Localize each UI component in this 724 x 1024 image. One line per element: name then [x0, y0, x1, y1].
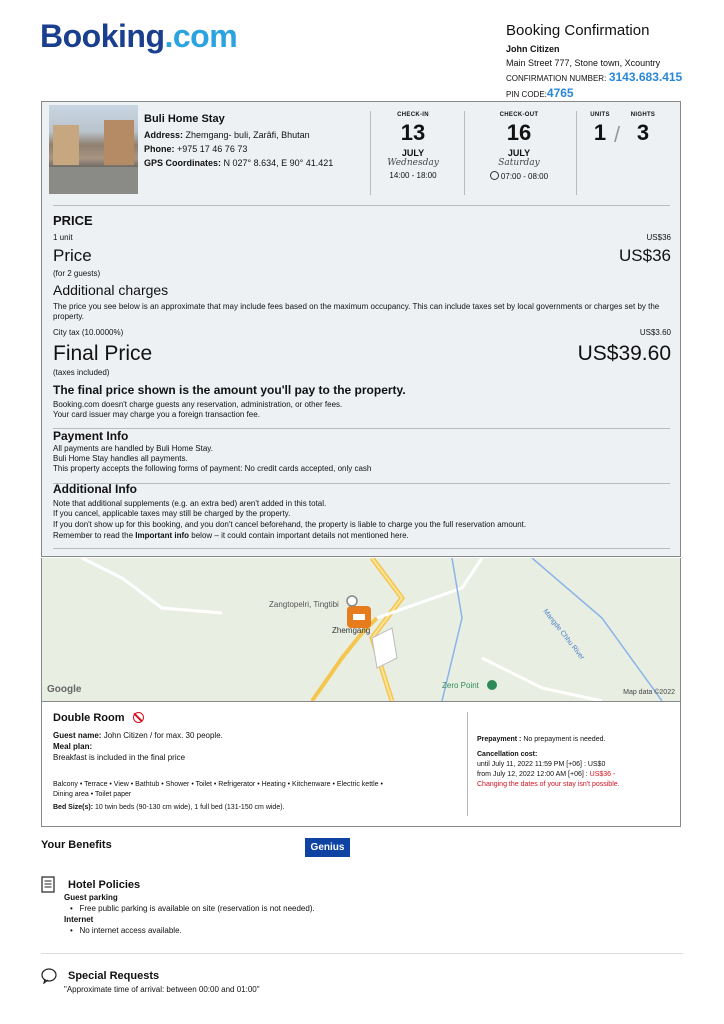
internet-label: Internet: [64, 915, 94, 924]
cancellation-line-text: from July 12, 2022 12:00 AM [+06] :: [477, 771, 590, 778]
checkin-time: 14:00 - 18:00: [389, 171, 437, 180]
price-value: US$36: [619, 246, 671, 265]
clock-icon: [490, 171, 499, 180]
payment-line: Buli Home Stay handles all payments.: [53, 454, 188, 463]
page-title: Booking Confirmation: [506, 22, 650, 39]
special-requests-title: Special Requests: [68, 970, 160, 982]
map-label-zhemgang: Zhemgang: [332, 626, 371, 635]
guest-name-row: [53, 731, 223, 741]
final-price-label: Final Price: [53, 342, 153, 365]
pin-code: 4765: [546, 86, 574, 100]
units-label: UNITS: [590, 112, 610, 118]
city-tax-label: City tax (10.0000%): [53, 328, 124, 337]
prepayment-label: Prepayment :: [477, 736, 522, 743]
divider: [53, 483, 670, 484]
checkout-label: CHECK-OUT: [499, 112, 539, 118]
important-info-link[interactable]: Important info: [135, 531, 190, 540]
meal-plan-label: [53, 742, 92, 752]
payment-info-title: Payment Info: [53, 429, 129, 443]
divider: [576, 111, 577, 195]
important-info-post: below – it could contain important details not mentioned here.: [189, 531, 409, 540]
gps-label: GPS Coordinates:: [144, 158, 222, 168]
checkout-weekday: Saturday: [498, 158, 540, 168]
location-map[interactable]: [41, 558, 681, 701]
units-nights-separator: /: [614, 122, 621, 147]
divider: [41, 953, 683, 954]
hotel-address: Zhemgang- buli, Zarâfi, Bhutan: [185, 130, 310, 140]
hotel-phone[interactable]: +975 17 46 76 73: [177, 144, 248, 154]
important-info-pre: Remember to read the: [53, 531, 136, 540]
bed-size-value: 10 twin beds (90-130 cm wide), 1 full bed (131-150 cm wide).: [95, 804, 285, 811]
address-label: Address:: [144, 130, 184, 140]
speech-bubble-icon: [41, 968, 57, 984]
additional-info-line: If you cancel, applicable taxes may still be charged by the property.: [53, 509, 291, 518]
guest-address: Main Street 777, Stone town, Xcountry: [506, 58, 661, 68]
additional-charges-text: The price you see below is an approximate that may include fees based on the maximum occupancy. This can include taxes set by local governments or charges set by the property.: [53, 302, 660, 321]
additional-info-title: Additional Info: [53, 482, 137, 496]
google-logo: Google: [47, 684, 82, 695]
final-price-value: US$39.60: [577, 342, 671, 365]
document-icon: [41, 876, 56, 893]
final-price-note-title: The final price shown is the amount you'll pay to the property.: [53, 383, 406, 397]
genius-badge: Genius: [305, 838, 350, 857]
internet-item: • No internet access available.: [70, 926, 182, 935]
divider: [53, 205, 670, 206]
checkout-day: 16: [506, 120, 532, 145]
hotel-photo: [49, 105, 138, 194]
taxes-included: (taxes included): [53, 368, 110, 377]
payment-line: All payments are handled by Buli Home Stay.: [53, 444, 213, 453]
checkout-time-row: [481, 171, 557, 181]
special-requests-text: "Approximate time of arrival: between 00:00 and 01:00": [64, 985, 260, 994]
parking-item: • Free public parking is available on site (reservation is not needed).: [70, 904, 315, 913]
divider: [464, 111, 465, 195]
guest-name-label: Guest name:: [53, 731, 102, 740]
checkin-month: JULY: [401, 148, 425, 158]
guest-name-value: John Citizen / for max. 30 people.: [103, 731, 223, 740]
cancellation-line: until July 11, 2022 11:59 PM [+06] : US$0: [477, 761, 606, 768]
nights-block: [628, 112, 658, 146]
meal-plan-value: Breakfast is included in the final price: [53, 753, 186, 762]
hotel-name: Buli Home Stay: [144, 113, 225, 125]
meal-plan-label-text: Meal plan:: [53, 742, 93, 751]
checkin-block: [375, 112, 451, 180]
date-change-warning: Changing the dates of your stay isn't possible.: [477, 781, 620, 788]
cancellation-label: Cancellation cost:: [477, 751, 538, 758]
pin-label: PIN CODE:: [506, 90, 547, 99]
prepayment-value: No prepayment is needed.: [523, 736, 606, 743]
guest-count: (for 2 guests): [53, 269, 101, 278]
payment-line: This property accepts the following forms of payment: No credit cards accepted, only cash: [53, 464, 372, 473]
divider: [53, 428, 670, 429]
divider: [370, 111, 371, 195]
final-price-note-2: Your card issuer may charge you a foreign transaction fee.: [53, 410, 260, 419]
map-label-river: Mangde Chhu River: [541, 608, 586, 662]
additional-info-line: [53, 531, 409, 541]
internet-item-text: No internet access available.: [79, 926, 182, 935]
units-block: [585, 112, 615, 146]
confirmation-number: 3143.683.415: [608, 70, 683, 84]
guest-name: John Citizen: [506, 44, 560, 54]
phone-label: Phone:: [144, 144, 175, 154]
hotel-details: [144, 112, 364, 170]
cancellation-fee: US$36 -: [589, 771, 616, 778]
logo-text: Booking: [40, 18, 165, 54]
benefits-title: Your Benefits: [41, 839, 112, 851]
amenities-line: Dining area • Toilet paper: [53, 791, 132, 798]
unit-price: US$36: [646, 233, 671, 242]
no-smoking-icon: [133, 712, 144, 723]
price-label: Price: [53, 246, 92, 265]
map-label-zangtopelri: Zangtopelri, Tingtibi: [269, 600, 339, 609]
final-price-note-1: Booking.com doesn't charge guests any reservation, administration, or other fees.: [53, 400, 343, 409]
checkout-month: JULY: [507, 148, 531, 158]
nights-value: 3: [636, 120, 650, 145]
checkout-time: 07:00 - 08:00: [500, 172, 549, 181]
map-label-zero-point: Zero Point: [442, 681, 479, 690]
bed-size-row: [53, 803, 285, 813]
confirmation-label: CONFIRMATION NUMBER:: [506, 74, 607, 83]
nights-label: NIGHTS: [630, 112, 656, 118]
hotel-gps: N 027° 8.634, E 90° 41.421: [223, 158, 334, 168]
parking-item-text: Free public parking is available on site (reservation is not needed).: [79, 904, 315, 913]
checkin-label: CHECK-IN: [397, 112, 429, 118]
additional-info-line: Note that additional supplements (e.g. an extra bed) aren't added in this total.: [53, 499, 327, 508]
prepayment-row: [477, 735, 605, 745]
parking-label: Guest parking: [64, 893, 118, 902]
booking-logo: [40, 18, 237, 55]
checkin-day: 13: [400, 120, 426, 145]
divider: [53, 548, 670, 549]
bed-size-label: Bed Size(s):: [53, 804, 94, 811]
units-value: 1: [593, 120, 607, 145]
confirmation-header: [506, 22, 716, 102]
hotel-policies-title: Hotel Policies: [68, 879, 141, 891]
logo-domain: .com: [164, 18, 238, 54]
city-tax-value: US$3.60: [639, 328, 671, 337]
divider: [467, 712, 468, 816]
amenities-line: Balcony • Terrace • View • Bathtub • Shower • Toilet • Refrigerator • Heating • Kitchenware • Electric kettle •: [53, 781, 383, 788]
additional-charges-title: Additional charges: [53, 282, 169, 298]
room-title: Double Room: [53, 712, 125, 724]
checkin-weekday: Wednesday: [387, 158, 439, 168]
additional-info-line: If you don't show up for this booking, and you don't cancel beforehand, the property is liable to charge you the full reservation amount.: [53, 520, 527, 529]
cancellation-line: [477, 770, 615, 780]
unit-line: 1 unit: [53, 233, 73, 242]
checkout-block: [481, 112, 557, 181]
map-data-credit: Map data ©2022: [623, 689, 675, 696]
price-heading: PRICE: [53, 213, 93, 228]
